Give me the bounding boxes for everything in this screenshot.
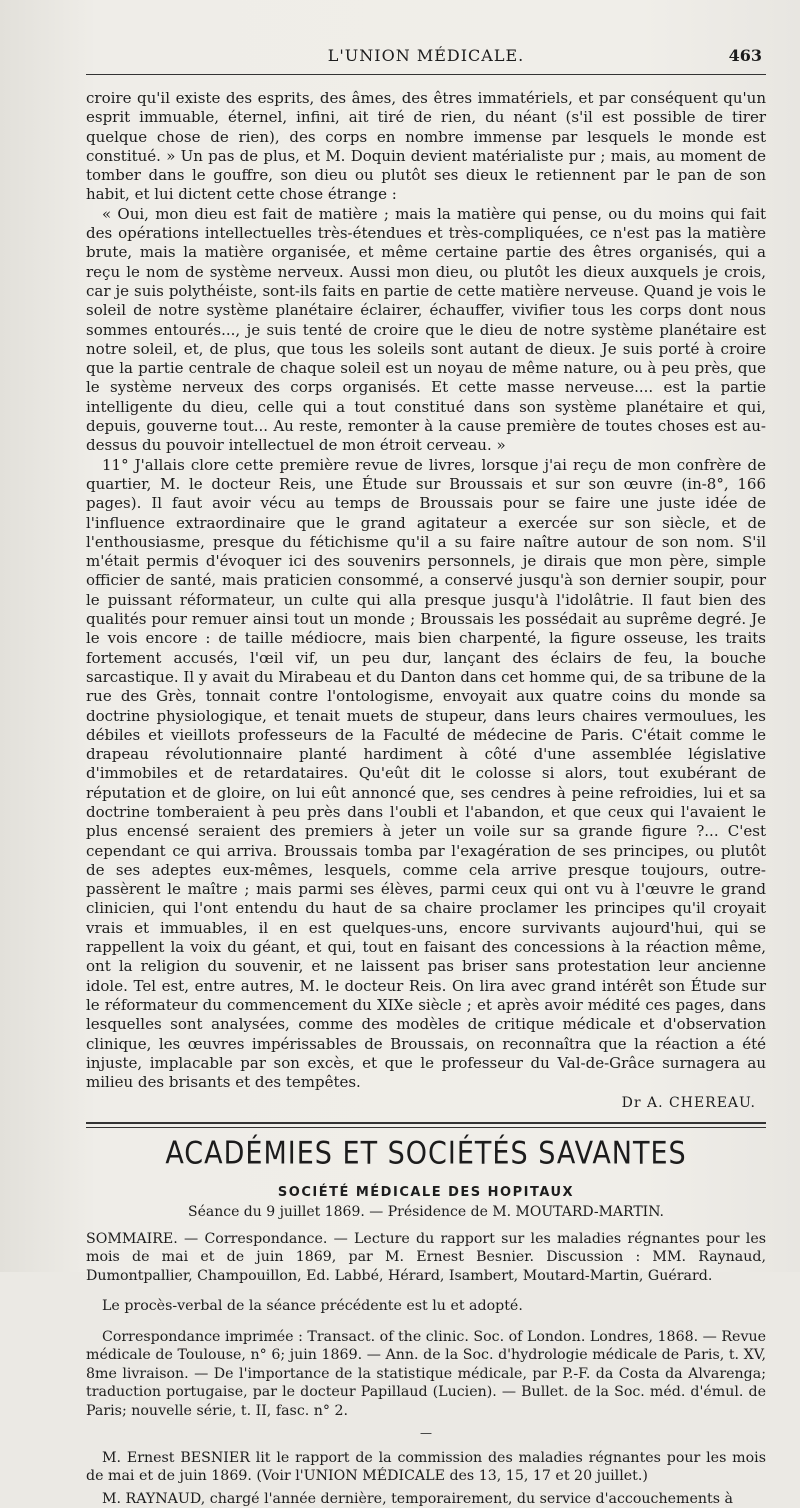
author-signature: Dr A. CHEREAU. — [621, 1095, 756, 1112]
sommaire: SOMMAIRE. — Correspondance. — Lecture du rapport sur les maladies régnantes pour les mois de mai et de juin 1869, par M. Ernest Besnier. Discussion : MM. Raynaud, Dumontpallier, Champouillon, Ed. Labbé, Hérard, Isambert, Moutard-Martin, Guérard. — [86, 1230, 766, 1284]
seance-line: Séance du 9 juillet 1869. — Présidence de M. MOUTARD-MARTIN. — [187, 1203, 665, 1220]
paragraph-1: croire qu'il existe des esprits, des âmes, des êtres immatériels, et par conséquent qu'un esprit immuable, éternel, infini, ait tiré de rien, du néant (s'il est possible de tirer quelque chose de rien), des corps en nombre immense par lesquels le monde est constitué. » Un pas de plus, et M. Doquin devient matérialiste pur ; mais, au moment de tomber dans le gouffre, son dieu ou plutôt ses dieux le retiennent par le pan de son habit, et lui dictent cette chose étrange : — [86, 89, 766, 204]
running-header — [86, 46, 766, 75]
section-divider — [86, 1122, 766, 1128]
page-number: 463 — [728, 46, 762, 65]
paragraph-2: « Oui, mon dieu est fait de matière ; mais la matière qui pense, ou du moins qui fait des opérations intellectuelles très-étendues et très-compliquées, ce n'est pas la matière brute, mais la matière organisée, et même certaine partie des êtres organisés, qui a reçu le nom de système nerveux. Aussi mon dieu, ou plutôt les dieux auxquels je crois, car je suis polythéiste, sont-ils faits en partie de cette matière nerveuse. Quand je vois le soleil de notre système planétaire éclairer, échauffer, vivifier tous les corps dont nous sommes entourés..., je suis tenté de croire que le dieu de notre système planétaire est notre soleil, et, de plus, que tous les soleils sont autant de dieux. Je suis porté à croire que la partie centrale de chaque soleil est un noyau de même nature, ou à peu près, que le système nerveux des corps organisés. Et cette masse nerveuse.... est la partie intelligente du dieu, celle qui a tout constitué dans son système planétaire et qui, depuis, gouverne tout... Au reste, remonter à la cause première de toutes choses est au-dessus du pouvoir intellectuel de mon étroit cerveau. » — [86, 204, 766, 455]
raynaud-paragraph: M. RAYNAUD, chargé l'année dernière, temporairement, du service d'accouchements à — [102, 1490, 733, 1507]
besnier-report: M. Ernest BESNIER lit le rapport de la commission des maladies régnantes pour les mois de mai et de juin 1869. (Voir l'UNION MÉDICALE des 13, 15, 17 et 20 juillet.) — [86, 1449, 766, 1485]
minutes-body — [86, 1230, 766, 1508]
paragraph-3: 11° J'allais clore cette première revue de livres, lorsque j'ai reçu de mon confrère de quartier, M. le docteur Reis, une Étude sur Broussais et sur son œuvre (in-8°, 166 pages). Il faut avoir vécu au temps de Broussais pour se faire une juste idée de l'influence extraordinaire que le grand agitateur a exercée sur son siècle, et de l'enthousiasme, presque du fétichisme qu'il a su faire naître autour de son nom. S'il m'était permis d'évoquer ici des souvenirs personnels, je dirais que mon père, simple officier de santé, mais praticien consommé, a conservé jusqu'à son dernier soupir, pour le puissant réformateur, un culte qui alla presque jusqu'à l'idolâtrie. Il faut bien des qualités pour remuer ainsi tout un monde ; Broussais les possédait au suprême degré. Je le vois encore : de taille médiocre, mais bien charpenté, la figure osseuse, les traits fortement accusés, l'œil vif, un peu dur, lançant des éclairs de feu, la bouche sarcastique. Il y avait du Mirabeau et du Danton dans cet homme qui, de sa tribune de la rue des Grès, tonnait contre l'ontologisme, envoyait aux quatre coins du monde sa doctrine physiologique, et tenait muets de stupeur, dans leurs chaires vermoulues, les débiles et vieillots professeurs de la Faculté de médecine de Paris. C'était comme le drapeau révolutionnaire planté hardiment à côté d'une assemblée législative d'immobiles et de retardataires. Qu'eût dit le colosse si alors, tout exubérant de réputation et de gloire, on lui eût annoncé que, ses cendres à peine refroidies, lui et sa doctrine tomberaient à peu près dans l'oubli et l'abandon, et que ceux qui l'avaient le plus encensé seraient des premiers à jeter un voile sur sa grande figure ?... C'est cependant ce qui arriva. Broussais tomba par l'exagération de ses principes, ou plutôt de ses adeptes eux-mêmes, lesquels, comme cela arrive presque toujours, outre-passèrent le maître ; mais parmi ses élèves, parmi ceux qui ont vu à l'œuvre le grand clinicien, qui l'ont entendu du haut de sa chaire proclamer les principes qu'il croyait vrais et immuables, il en est quelques-uns, encore survivants aujourd'hui, qui se rappellent la voix du géant, et qui, tout en faisant des concessions à la réaction même, ont la religion du souvenir, et ne laissent pas briser sans protestation leur ancienne idole. Tel est, entre autres, M. le docteur Reis. On lira avec grand intérêt son Étude sur le réformateur du commencement du XIXe siècle ; et après avoir médité ces pages, dans lesquelles sont analysées, comme des modèles de critique médicale et d'observation clinique, les œuvres impérissables de Broussais, on reconnaîtra que la réaction a été injuste, implacable par son excès, et que le professeur du Val-de-Grâce surnagera au milieu des brisants et des tempêtes. — [86, 455, 766, 1092]
separator-mark: — — [420, 1426, 432, 1441]
society-heading: SOCIÉTÉ MÉDICALE DES HOPITAUX — [277, 1184, 575, 1200]
section-title: ACADÉMIES ET SOCIÉTÉS SAVANTES — [165, 1135, 687, 1172]
correspondance: Correspondance imprimée : Transact. of the clinic. Soc. of London. Londres, 1868. — Revue médicale de Toulouse, n° 6; juin 1869. — Ann. de la Soc. d'hydrologie médicale de Paris, t. XV, 8me livraison. — De l'importance de la statistique médicale, par P.-F. da Costa da Alvarenga; traduction portugaise, par le docteur Papillaud (Lucien). — Bullet. de la Soc. méd. d'émul. de Paris; nouvelle série, t. II, fasc. n° 2. — [86, 1328, 766, 1419]
article-body — [86, 89, 766, 1114]
journal-title: L'UNION MÉDICALE. — [327, 46, 525, 65]
proces-verbal: Le procès-verbal de la séance précédente est lu et adopté. — [102, 1298, 523, 1315]
